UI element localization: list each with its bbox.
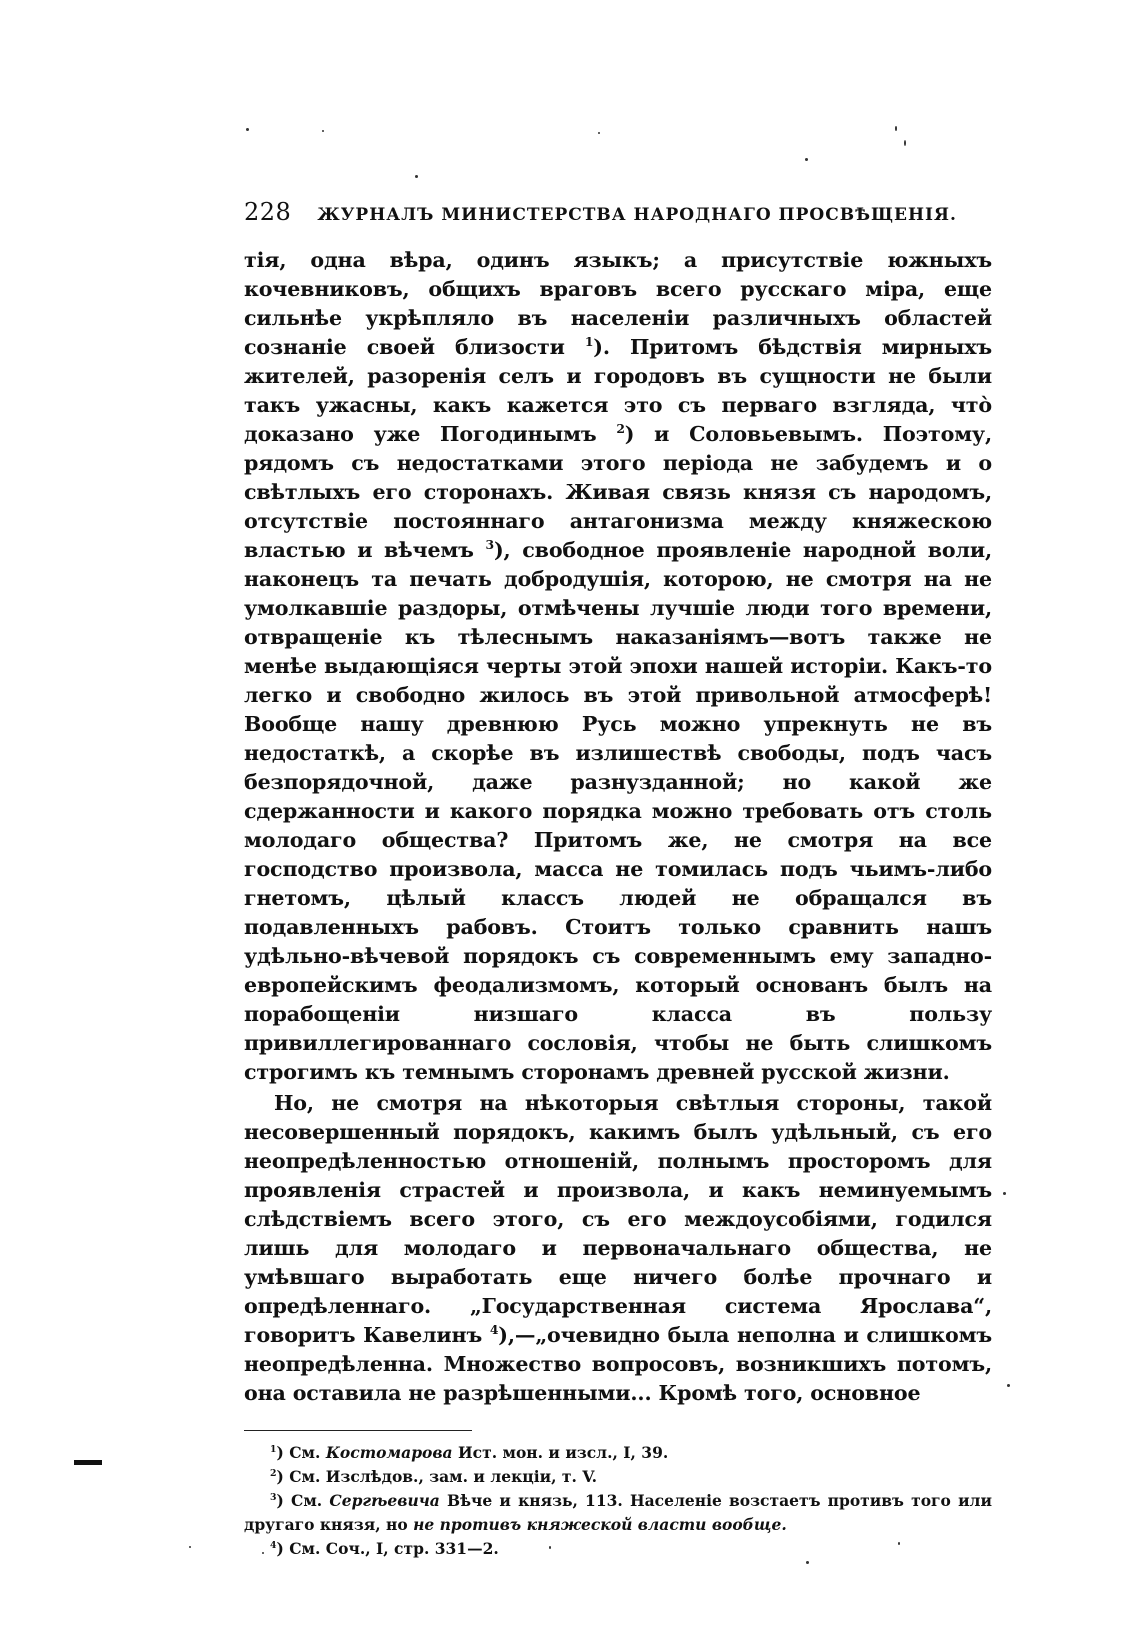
footnote-divider xyxy=(244,1430,472,1431)
footnote-mark: 1 xyxy=(270,1443,277,1455)
footnote-emphasis: не противъ княжеской власти вообще. xyxy=(413,1515,787,1534)
scan-speck xyxy=(246,128,249,131)
paragraph-text: ),—„очевидно была неполна и слишкомъ неопредѣленна. Множество вопросовъ, возникшихъ потомъ, она оставила не разрѣшенными... Кромѣ того, основное xyxy=(244,1323,992,1405)
running-head xyxy=(244,198,992,232)
journal-title: ЖУРНАЛЪ МИНИСТЕРСТВА НАРОДНАГО ПРОСВѢЩЕНІЯ. xyxy=(317,205,957,225)
scan-speck xyxy=(415,175,418,178)
paragraph-text: ). Притомъ бѣдствія мирныхъ жителей, разоренія селъ и городовъ въ сущности не были такъ ужасны, какъ кажется это съ перваго взгляда, что̀ доказано уже Погодинымъ xyxy=(244,335,993,446)
paragraph-text: тія, одна вѣра, одинъ языкъ; а присутствіе южныхъ кочевниковъ, общихъ враговъ всего русскаго міра, еще сильнѣе укрѣпляло въ населеніи различныхъ областей сознаніе своей близости xyxy=(244,248,992,359)
book-page xyxy=(244,198,992,1561)
scan-speck xyxy=(805,158,808,161)
footnotes xyxy=(244,1441,992,1561)
footnote-text: ) См. xyxy=(276,1491,330,1510)
footnote-author: Сергѣевича xyxy=(329,1491,440,1510)
footnote-1 xyxy=(244,1441,992,1465)
scan-speck xyxy=(904,140,906,146)
scan-speck xyxy=(1007,1384,1010,1387)
footnote-4 xyxy=(244,1537,992,1561)
paragraph xyxy=(244,1089,992,1408)
footnote-ref: 4 xyxy=(489,1322,499,1338)
footnote-text: Вѣче и князь, 113. Населеніе возстаетъ противъ того или другаго князя, но xyxy=(244,1491,992,1534)
paragraph-text: ), свободное проявленіе народной воли, наконецъ та печать добродушія, которою, не смотря на не умолкавшіе раздоры, отмѣчены лучшіе люди того времени, отвращеніе къ тѣлеснымъ наказаніямъ—вотъ также не менѣе выдающіяся черты этой эпохи нашей исторіи. Какъ-то легко и свободно жилось въ этой привольной атмосферѣ! Вообще нашу древнюю Русь можно упрекнуть не въ недостаткѣ, а скорѣе въ излишествѣ свободы, подъ часъ безпорядочной, даже разнузданной; но какой же сдержанности и какого порядка можно требовать отъ столь молодаго общества? Притомъ же, не смотря на все господство произвола, масса не томилась подъ чьимъ-либо гнетомъ, цѣлый классъ людей не обращался въ подавленныхъ рабовъ. Стоитъ только сравнить нашъ удѣльно-вѣчевой порядокъ съ современнымъ ему западно-европейскимъ феодализмомъ, который основанъ былъ на порабощеніи низшаго класса въ пользу привиллегированнаго сословія, чтобы не быть слишкомъ строгимъ къ темнымъ сторонамъ древней русской жизни. xyxy=(244,538,992,1084)
scan-speck xyxy=(806,1561,809,1564)
footnote-mark: 4 xyxy=(270,1539,277,1551)
scan-speck xyxy=(895,126,897,131)
footnote-mark: 2 xyxy=(270,1467,277,1479)
body-text xyxy=(244,246,992,1408)
footnote-text: ) См. xyxy=(276,1443,326,1462)
footnote-ref: 1 xyxy=(584,334,594,350)
scan-speck xyxy=(189,1546,191,1548)
footnote-text: Ист. мон. и изсл., I, 39. xyxy=(452,1443,669,1462)
paragraph xyxy=(244,246,992,1087)
scan-speck xyxy=(322,130,324,132)
scan-speck xyxy=(598,132,600,134)
scan-speck xyxy=(1003,1192,1006,1195)
footnote-mark: 3 xyxy=(270,1491,277,1503)
footnote-ref: 2 xyxy=(616,421,625,437)
paragraph-text: Но, не смотря на нѣкоторыя свѣтлыя стороны, такой несовершенный порядокъ, какимъ былъ удѣльный, съ его неопредѣленностью отношеній, полнымъ просторомъ для проявленія страстей и произвола, и какъ неминуемымъ слѣдствіемъ всего этого, съ его междоусобіями, годился лишь для молодаго и первоначальнаго общества, не умѣвшаго выработать еще ничего болѣе прочнаго и опредѣленнаго. „Государственная система Ярослава“, говоритъ Кавелинъ xyxy=(244,1091,992,1347)
footnote-text: ) См. Соч., I, стр. 331—2. xyxy=(276,1539,499,1558)
paragraph-text: ) и Соловьевымъ. Поэтому, рядомъ съ недостатками этого періода не забудемъ и о свѣтлыхъ его сторонахъ. Живая связь князя съ народомъ, отсутствіе постояннаго антагонизма между княжескою властью и вѣчемъ xyxy=(244,422,992,562)
page-number: 228 xyxy=(244,198,292,226)
footnote-2 xyxy=(244,1465,992,1489)
footnote-ref: 3 xyxy=(485,537,494,553)
footnote-3 xyxy=(244,1489,992,1537)
footnote-author: Костомарова xyxy=(325,1443,453,1462)
footnote-text: ) См. Изслѣдов., зам. и лекціи, т. V. xyxy=(276,1467,598,1486)
scan-mark xyxy=(74,1460,102,1465)
